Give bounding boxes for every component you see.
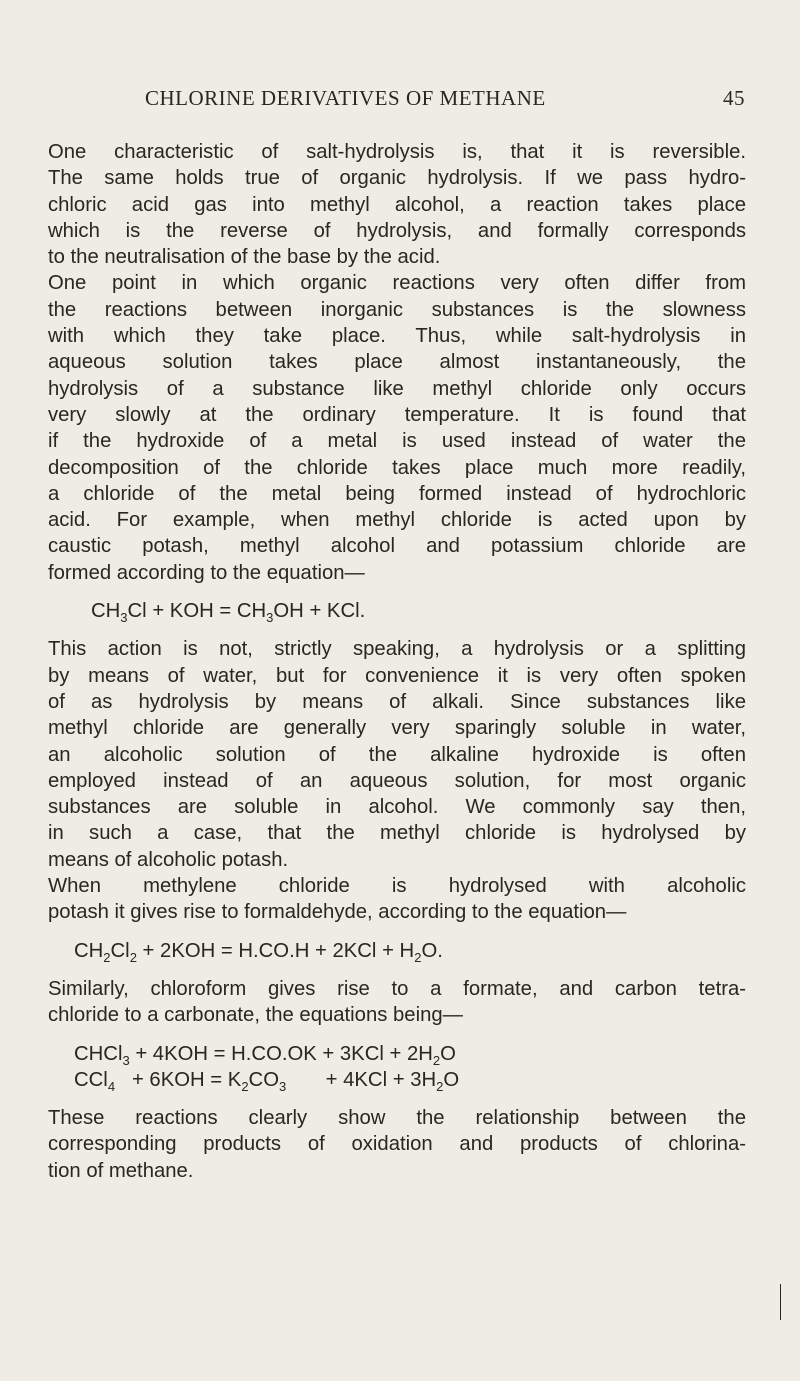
margin-mark: [778, 1284, 781, 1320]
equation-2: $CH_2Cl_2 + 2KOH = H.CO.H + 2KCl + H_2O$.: [74, 939, 443, 965]
text-line: aqueous solution takes place almost instantaneously, the: [48, 351, 746, 374]
text-line: The same holds true of organic hydrolysis. If we pass hydro-: [48, 167, 746, 190]
text-line: One point in which organic reactions very often differ from: [48, 272, 746, 295]
text-line: corresponding products of oxidation and products of chlorina-: [48, 1133, 746, 1156]
paragraph-1: [48, 139, 746, 270]
text-line: caustic potash, methyl alcohol and potassium chloride are: [48, 535, 746, 558]
text-line: in such a case, that the methyl chloride is hydrolysed by: [48, 822, 746, 845]
paragraph-2: [48, 270, 746, 586]
text-line: One characteristic of salt-hydrolysis is, that it is reversible.: [48, 141, 746, 163]
text-line: which is the reverse of hydrolysis, and formally corresponds: [48, 219, 746, 242]
text-line: These reactions clearly show the relationship between the: [48, 1107, 746, 1130]
text-line: to the neutralisation of the base by the acid.: [48, 246, 441, 269]
text-line: of as hydrolysis by means of alkali. Since substances like: [48, 690, 746, 713]
equation-4: $CCl_4 + 6KOH = K_2CO_3$ + $4KCl + 3H_2O$: [74, 1068, 460, 1094]
paragraph-6: [48, 1105, 746, 1184]
text-line: potash it gives rise to formaldehyde, according to the equation—: [48, 901, 627, 924]
paragraph-4: [48, 873, 746, 926]
equation-1: $CH_3Cl$ + KOH = $CH_3OH$ + KCl.: [91, 600, 366, 626]
paragraph-5: [48, 976, 746, 1029]
text-line: substances are soluble in alcohol. We commonly say then,: [48, 796, 746, 819]
text-line: means of alcoholic potash.: [48, 848, 289, 871]
text-line: When methylene chloride is hydrolysed with alcoholic: [48, 875, 746, 898]
text-line: Similarly, chloroform gives rise to a formate, and carbon tetra-: [48, 977, 746, 1000]
text-line: methyl chloride are generally very sparingly soluble in water,: [48, 717, 746, 740]
text-line: chloric acid gas into methyl alcohol, a reaction takes place: [48, 193, 746, 216]
text-line: employed instead of an aqueous solution, for most organic: [48, 769, 746, 792]
text-line: the reactions between inorganic substances is the slowness: [48, 298, 746, 321]
text-line: an alcoholic solution of the alkaline hydroxide is often: [48, 743, 746, 766]
equation-3: CHCl$_3$ + $4KOH = H.CO.OK + 3KCl + 2H_2O$: [74, 1042, 456, 1068]
chapter-title: CHLORINE DERIVATIVES OF METHANE: [145, 86, 546, 110]
text-line: acid. For example, when methyl chloride is acted upon by: [48, 509, 746, 532]
page-number: 45: [723, 86, 745, 110]
text-line: tion of methane.: [48, 1159, 194, 1182]
text-line: a chloride of the metal being formed instead of hydrochloric: [48, 482, 746, 505]
text-line: This action is not, strictly speaking, a hydrolysis or a splitting: [48, 638, 746, 661]
text-line: with which they take place. Thus, while salt-hydrolysis in: [48, 325, 746, 348]
text-line: formed according to the equation—: [48, 561, 365, 584]
text-line: chloride to a carbonate, the equations being—: [48, 1004, 463, 1027]
paragraph-3: [48, 636, 746, 873]
text-line: hydrolysis of a substance like methyl chloride only occurs: [48, 377, 746, 400]
text-line: decomposition of the chloride takes place much more readily,: [48, 456, 746, 479]
text-line: by means of water, but for convenience it is very often spoken: [48, 664, 746, 687]
text-line: if the hydroxide of a metal is used instead of water the: [48, 430, 746, 453]
body-text: [48, 139, 746, 1184]
text-line: very slowly at the ordinary temperature. It is found that: [48, 403, 746, 426]
